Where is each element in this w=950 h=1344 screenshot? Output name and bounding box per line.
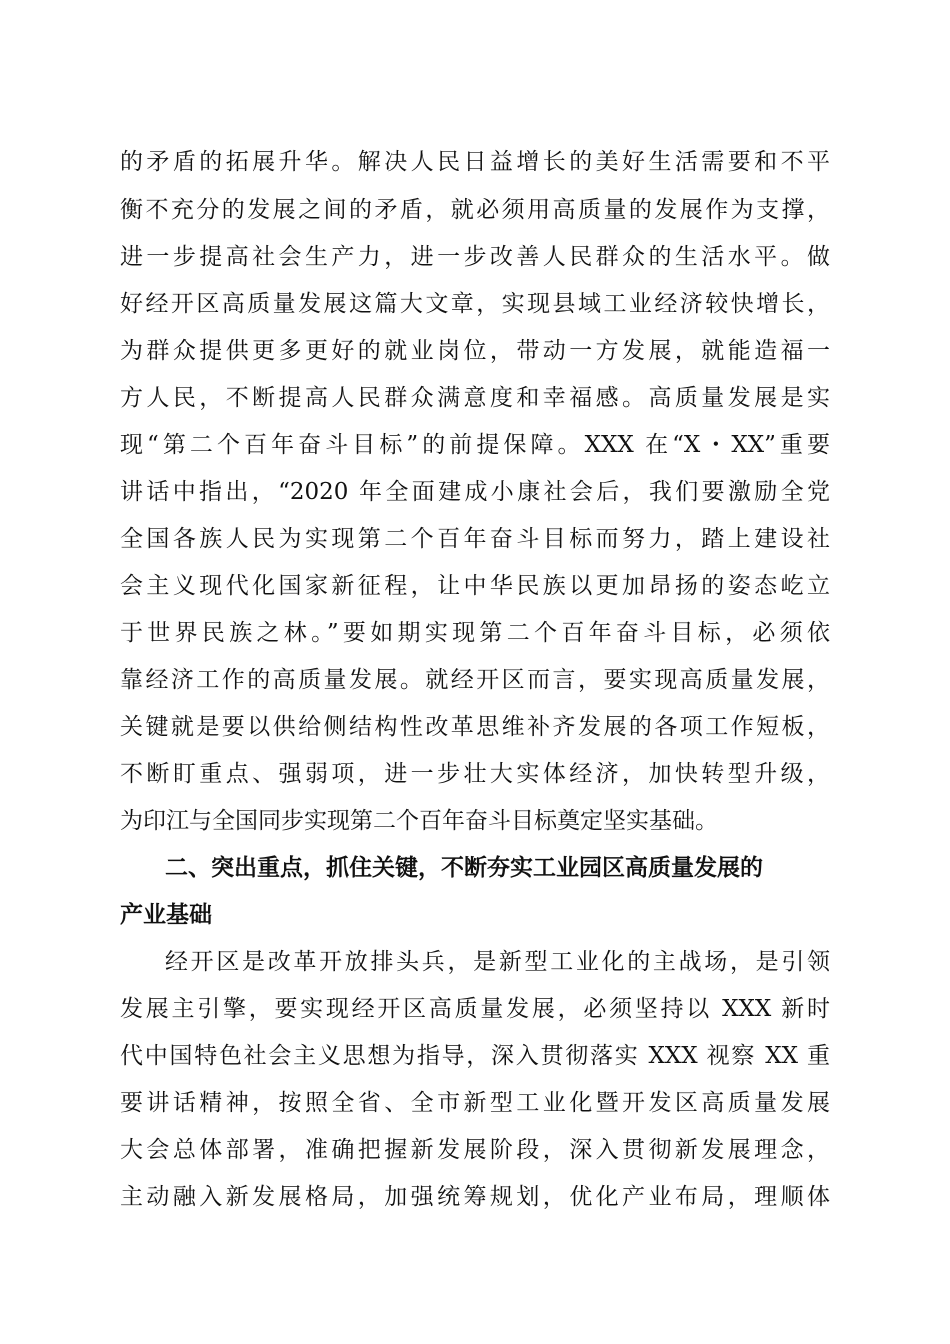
text-line: 大会总体部署，准确把握新发展阶段，深入贯彻新发展理念， [120,1137,830,1163]
text-line: 好经开区高质量发展这篇大文章，实现县域工业经济较快增长， [120,291,830,317]
text-line: 要讲话精神，按照全省、全市新型工业化暨开发区高质量发展 [120,1090,830,1116]
text-line: 的矛盾的拓展升华。解决人民日益增长的美好生活需要和不平 [120,149,830,175]
heading-line: 产业基础 [120,902,212,928]
text-line: 关键就是要以供给侧结构性改革思维补齐发展的各项工作短板， [120,714,830,740]
text-line: 主动融入新发展格局，加强统筹规划，优化产业布局，理顺体 [120,1184,830,1210]
text-line: 进一步提高社会生产力，进一步改善人民群众的生活水平。做 [120,244,830,270]
text-line: 方人民，不断提高人民群众满意度和幸福感。高质量发展是实 [120,385,830,411]
text-line: 会主义现代化国家新征程，让中华民族以更加昂扬的姿态屹立 [120,573,830,599]
text-line: 全国各族人民为实现第二个百年奋斗目标而努力，踏上建设社 [120,526,830,552]
text-line: 靠经济工作的高质量发展。就经开区而言，要实现高质量发展， [120,667,830,693]
text-line: 讲话中指出，“2020 年全面建成小康社会后，我们要激励全党 [120,479,830,505]
heading-line: 二、突出重点，抓住关键，不断夯实工业园区高质量发展的 [165,855,763,881]
text-line: 为印江与全国同步实现第二个百年奋斗目标奠定坚实基础。 [120,808,718,834]
text-line: 现“第二个百年奋斗目标”的前提保障。XXX 在“X・XX”重要 [120,432,830,458]
text-line: 衡不充分的发展之间的矛盾，就必须用高质量的发展作为支撑， [120,197,830,223]
text-line: 不断盯重点、强弱项，进一步壮大实体经济，加快转型升级， [120,761,830,787]
text-line: 为群众提供更多更好的就业岗位，带动一方发展，就能造福一 [120,338,830,364]
text-line: 经开区是改革开放排头兵，是新型工业化的主战场，是引领 [165,949,830,975]
text-line: 于世界民族之林。”要如期实现第二个百年奋斗目标，必须依 [120,620,830,646]
text-line: 发展主引擎，要实现经开区高质量发展，必须坚持以 XXX 新时 [120,996,830,1022]
text-line: 代中国特色社会主义思想为指导，深入贯彻落实 XXX 视察 XX 重 [120,1043,830,1069]
